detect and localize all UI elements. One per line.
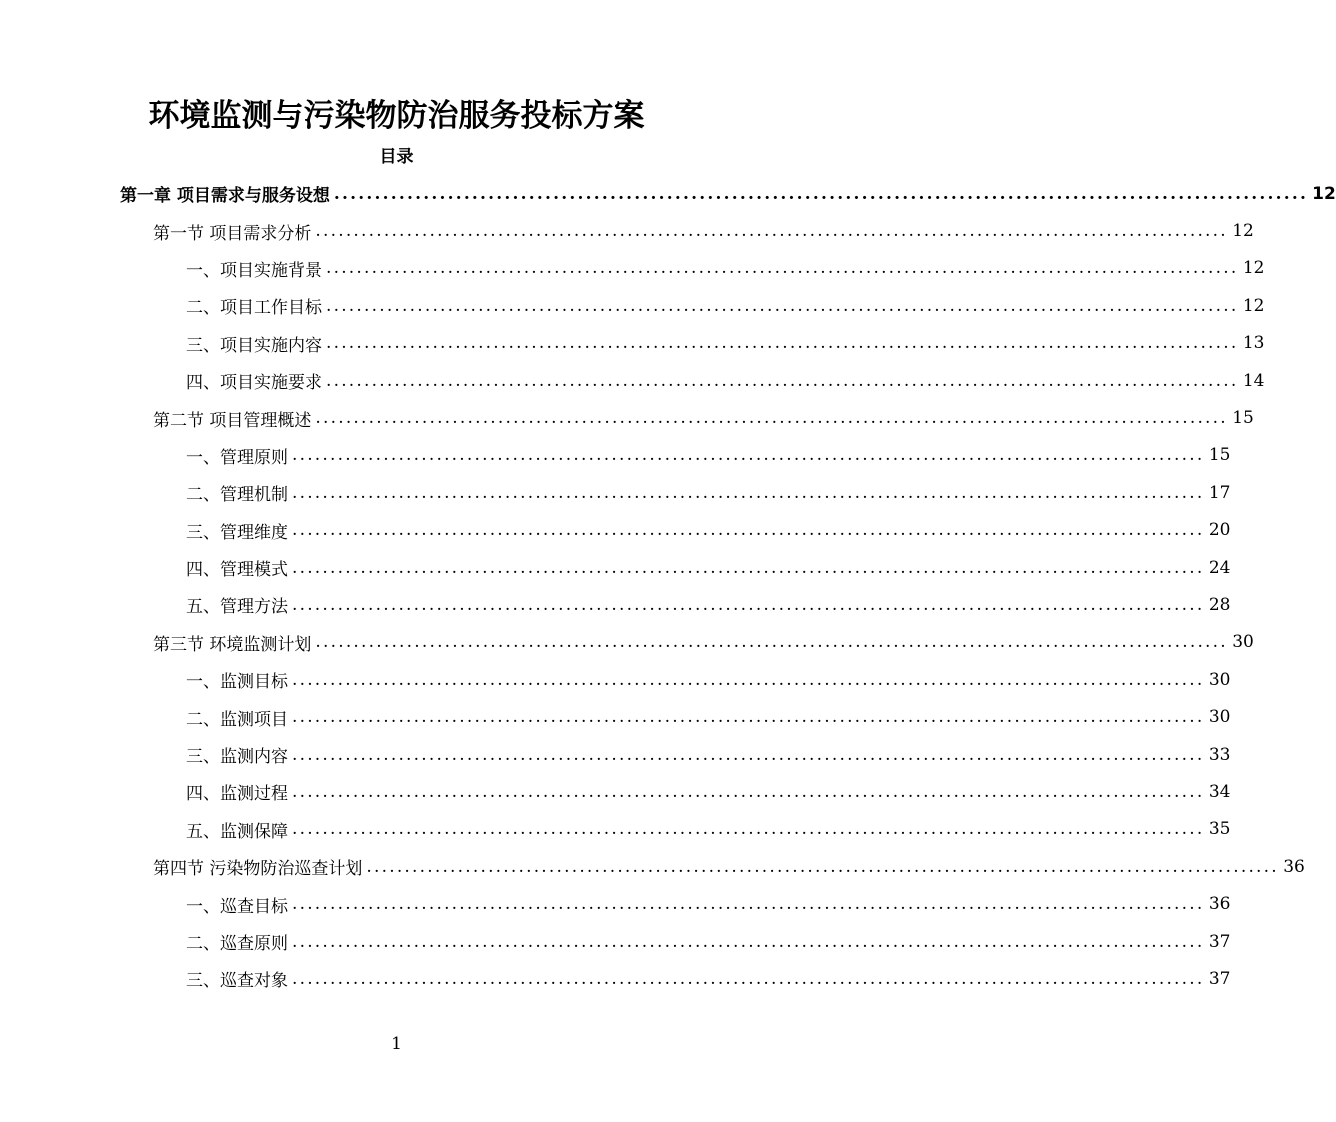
toc-dot-leader: ........................................................................................................................: [292, 557, 1205, 578]
toc-entry[interactable]: [0, 811, 1231, 848]
toc-entry[interactable]: [0, 736, 1231, 773]
toc-dot-leader: ........................................................................................................................: [292, 781, 1205, 802]
toc-dot-leader: ........................................................................................................................: [292, 707, 1205, 728]
toc-dot-leader: ........................................................................................................................: [292, 894, 1205, 915]
toc-page-number: 12: [1232, 221, 1254, 242]
toc-page-number: 15: [1208, 445, 1231, 466]
toc-entry[interactable]: [0, 212, 1254, 249]
toc-dot-leader: ........................................................................................................................: [326, 370, 1239, 391]
toc-entry-text: 四、管理模式: [186, 560, 288, 581]
toc-entry[interactable]: [0, 437, 1231, 474]
toc-dot-leader: ........................................................................................................................: [315, 632, 1228, 653]
toc-dot-leader: ........................................................................................................................: [292, 968, 1205, 989]
toc-page-number: 12: [1242, 258, 1265, 279]
toc-entry[interactable]: [0, 661, 1231, 698]
toc-entry[interactable]: [0, 325, 1265, 362]
toc-entry[interactable]: [0, 586, 1231, 623]
toc-entry[interactable]: [0, 885, 1231, 922]
toc-page-number: 33: [1208, 744, 1231, 765]
toc-page-number: 13: [1242, 333, 1265, 354]
toc-page-number: 28: [1208, 594, 1231, 615]
toc-entry[interactable]: [0, 773, 1231, 810]
toc-entry-text: 一、项目实施背景: [186, 260, 322, 281]
toc-dot-leader: ........................................................................................................................: [292, 669, 1205, 690]
toc-page-number: 12: [1312, 183, 1336, 204]
toc-dot-leader: ........................................................................................................................: [292, 482, 1205, 503]
toc-entry[interactable]: [0, 175, 1336, 212]
toc-page-number: 14: [1242, 370, 1265, 391]
toc-entry[interactable]: [0, 549, 1231, 586]
toc-page-number: 34: [1208, 781, 1231, 802]
toc-entry-text: 五、管理方法: [186, 597, 288, 618]
toc-entry-text: 三、管理维度: [186, 522, 288, 543]
toc-entry-text: 第三节 环境监测计划: [153, 634, 312, 655]
toc-dot-leader: ........................................................................................................................: [366, 856, 1279, 877]
toc-dot-leader: ........................................................................................................................: [292, 594, 1205, 615]
toc-dot-leader: ........................................................................................................................: [326, 333, 1239, 354]
toc-page-number: 36: [1283, 856, 1305, 877]
toc-dot-leader: ........................................................................................................................: [315, 408, 1228, 429]
toc-page-number: 30: [1208, 707, 1231, 728]
toc-dot-leader: ........................................................................................................................: [292, 819, 1205, 840]
toc-dot-leader: ........................................................................................................................: [333, 183, 1309, 204]
toc-entry-text: 二、巡查原则: [186, 934, 288, 954]
document-title: 环境监测与污染物防治服务投标方案: [148, 98, 645, 134]
toc-entry[interactable]: [0, 399, 1254, 436]
toc-entry-text: 二、项目工作目标: [186, 298, 322, 319]
toc-entry-text: 四、项目实施要求: [186, 373, 322, 394]
toc-entry-text: 第一章 项目需求与服务设想: [120, 186, 330, 207]
toc-dot-leader: ........................................................................................................................: [292, 445, 1205, 466]
toc-entry[interactable]: [0, 250, 1265, 287]
toc-entry-text: 一、巡查目标: [186, 896, 288, 917]
toc-entry-text: 三、监测内容: [186, 747, 288, 768]
toc-entry-text: 四、监测过程: [186, 784, 288, 805]
toc-dot-leader: ........................................................................................................................: [292, 744, 1205, 765]
toc-page-number: 30: [1232, 632, 1254, 653]
toc-entry-text: 一、管理原则: [186, 447, 288, 468]
toc-entry[interactable]: [0, 474, 1231, 511]
toc-entry-text: 二、管理机制: [186, 485, 288, 506]
toc-dot-leader: ........................................................................................................................: [326, 258, 1239, 279]
toc-page-number: 30: [1208, 669, 1231, 690]
toc-entry-text: 三、项目实施内容: [186, 335, 322, 356]
toc-dot-leader: ........................................................................................................................: [292, 520, 1205, 541]
toc-page-number: 24: [1208, 557, 1231, 578]
table-of-contents: [0, 175, 1336, 998]
toc-page-number: 35: [1208, 819, 1231, 840]
toc-dot-leader: ........................................................................................................................: [315, 221, 1228, 242]
toc-page-number: 37: [1208, 968, 1231, 989]
toc-entry[interactable]: [0, 848, 1305, 885]
page-number: 1: [391, 1034, 402, 1054]
toc-dot-leader: ........................................................................................................................: [326, 295, 1239, 316]
toc-entry-text: 一、监测目标: [186, 672, 288, 693]
toc-entry-text: 三、巡查对象: [186, 971, 288, 992]
toc-entry-text: 第四节 污染物防治巡查计划: [153, 859, 363, 880]
toc-entry[interactable]: [0, 362, 1265, 399]
toc-dot-leader: ........................................................................................................................: [292, 931, 1205, 952]
toc-entry[interactable]: [0, 923, 1231, 960]
toc-page-number: 17: [1208, 482, 1231, 503]
toc-entry-text: 第一节 项目需求分析: [153, 223, 312, 244]
toc-entry-text: 二、监测项目: [186, 709, 288, 730]
toc-entry[interactable]: [0, 698, 1231, 735]
toc-page-number: 36: [1208, 894, 1231, 915]
toc-entry[interactable]: [0, 960, 1231, 997]
toc-entry[interactable]: [0, 624, 1254, 661]
toc-entry-text: 第二节 项目管理概述: [153, 410, 312, 431]
toc-page-number: 20: [1208, 520, 1231, 541]
toc-entry[interactable]: [0, 287, 1265, 324]
toc-page-number: 12: [1242, 295, 1265, 316]
toc-entry-text: 五、监测保障: [186, 821, 288, 842]
toc-heading: 目录: [379, 147, 414, 167]
toc-page-number: 37: [1208, 931, 1231, 952]
toc-page-number: 15: [1232, 408, 1254, 429]
toc-entry[interactable]: [0, 512, 1231, 549]
